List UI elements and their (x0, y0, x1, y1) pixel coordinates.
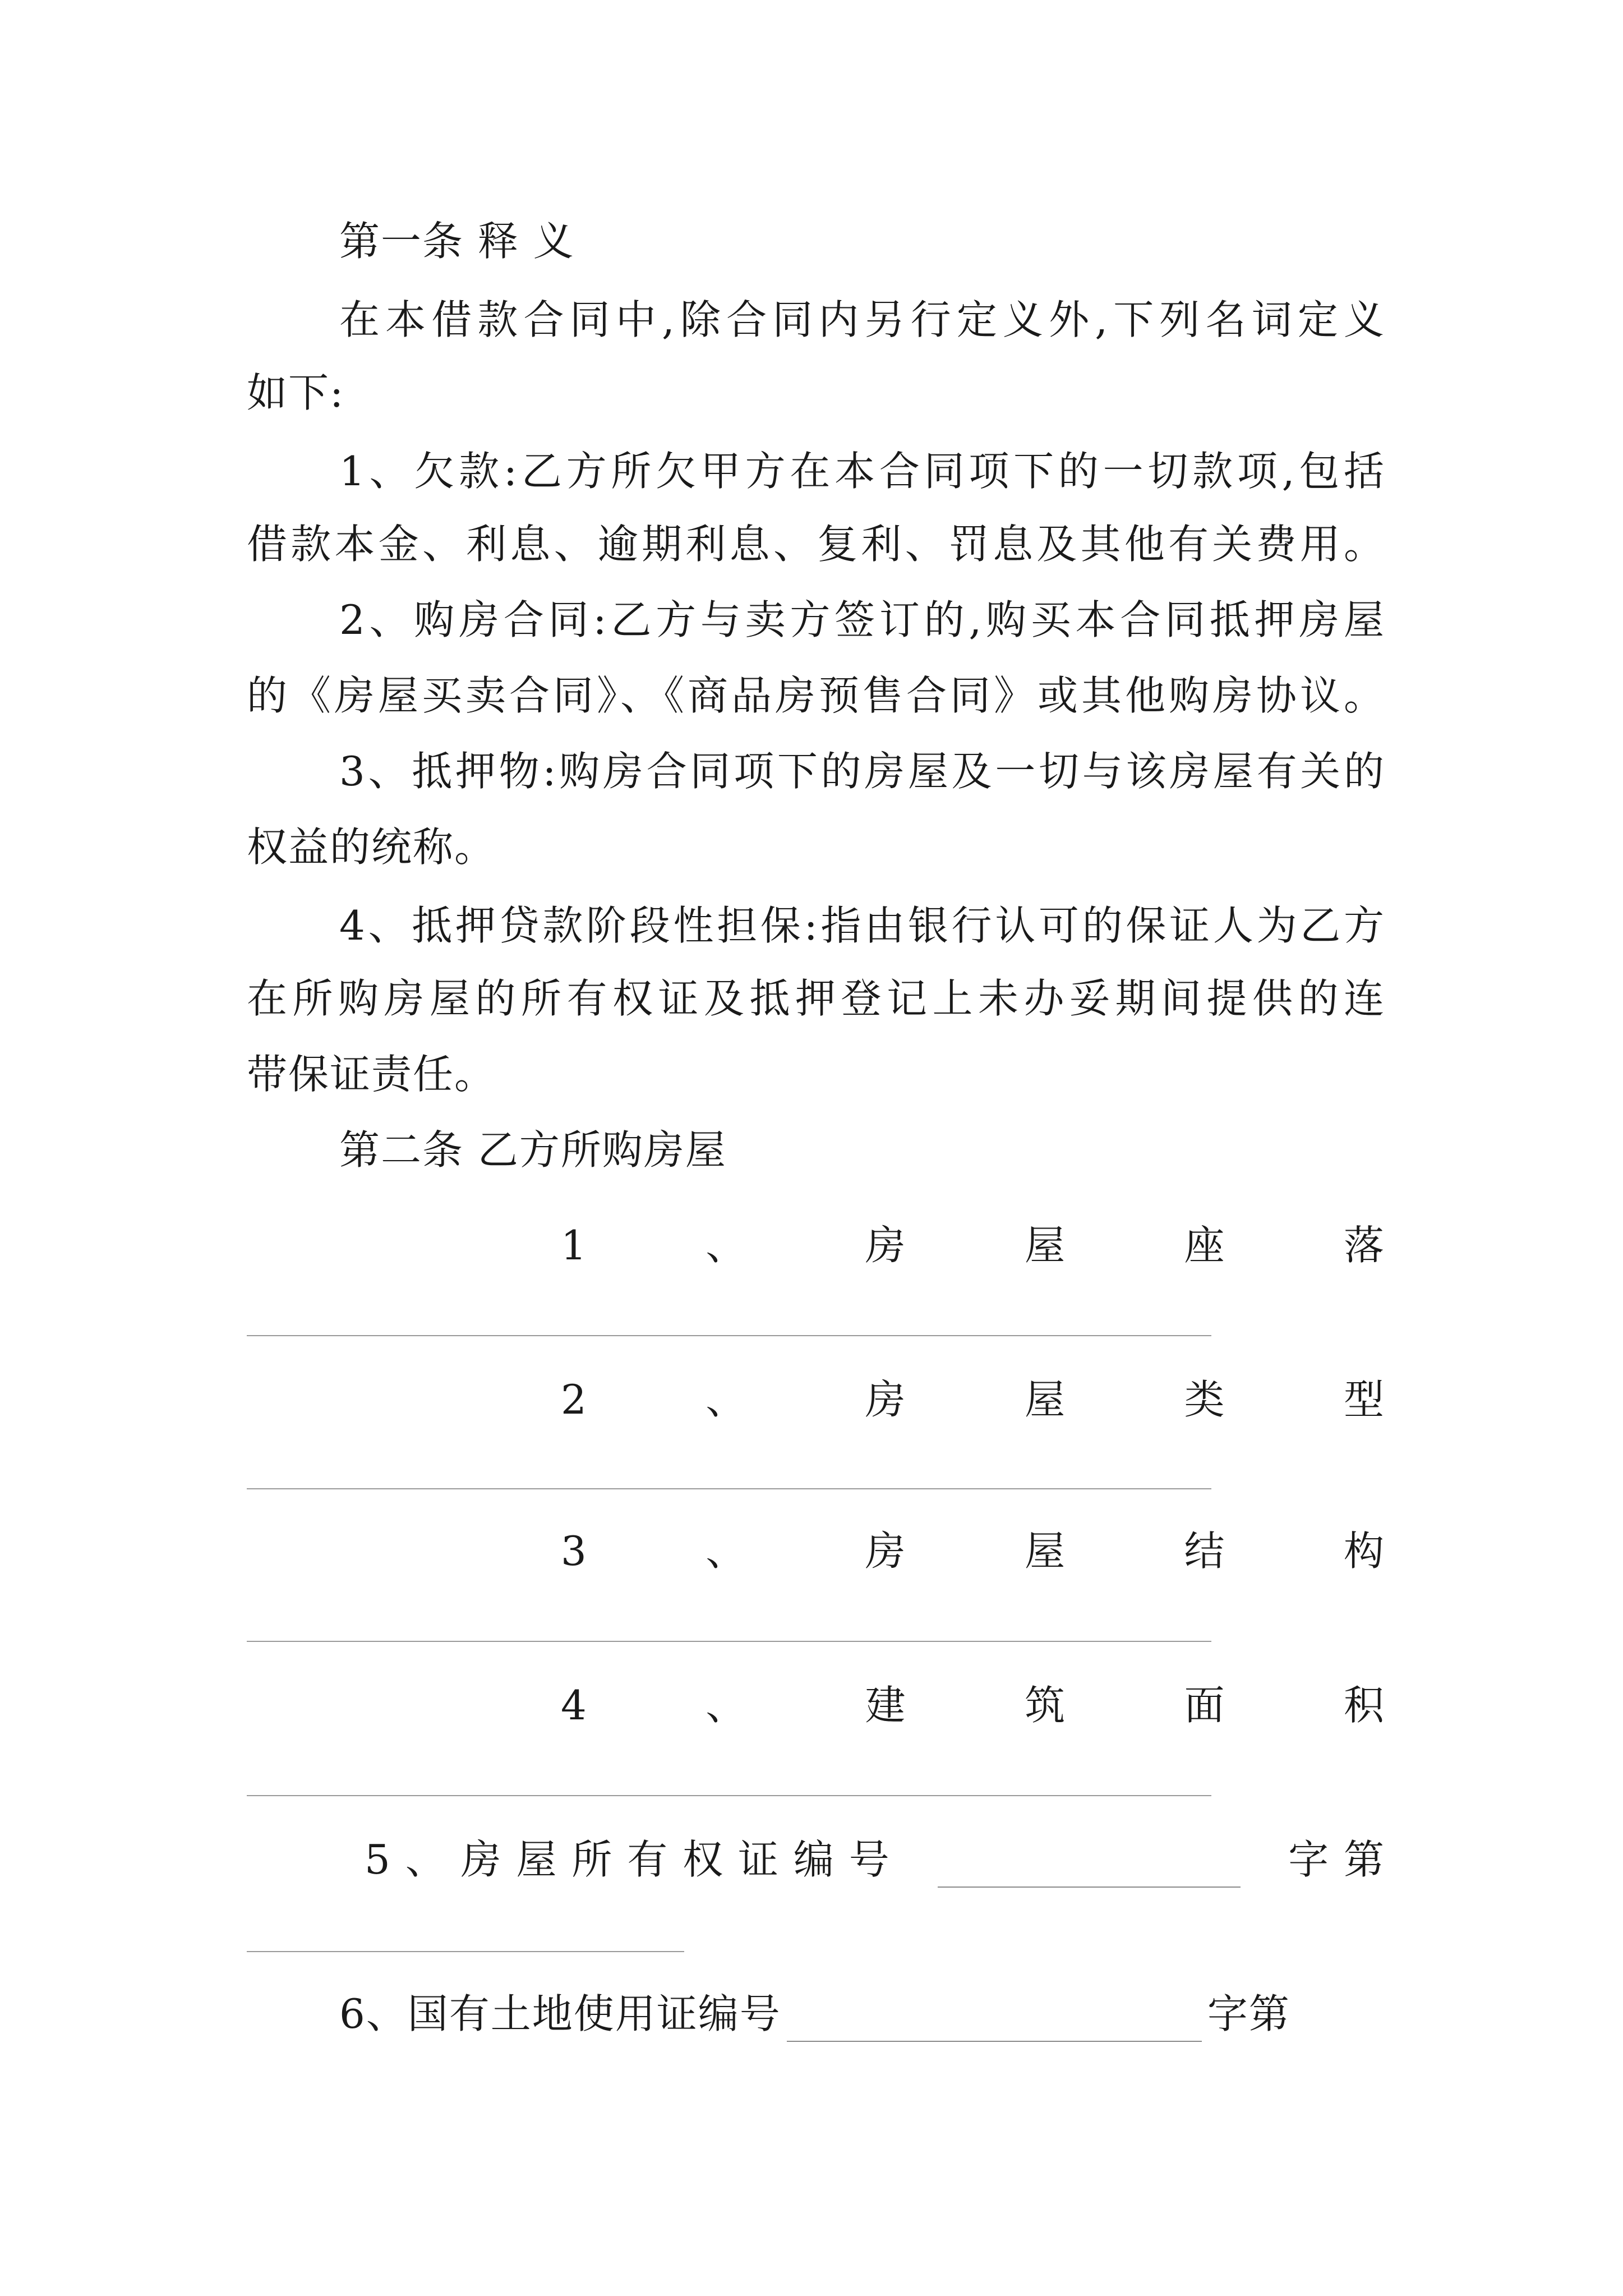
building-area-label (561, 1677, 1385, 1733)
definition-3-line1: 3、抵押物:购房合同项下的房屋及一切与该房屋有关的 (339, 748, 1385, 795)
house-type-blank[interactable] (247, 1488, 1211, 1489)
definition-1-line1: 1、欠款:乙方所欠甲方在本合同项下的一切款项,包括 (339, 448, 1385, 495)
item1-char2: 屋 (1025, 1222, 1067, 1269)
item4-sep: 、 (706, 1682, 748, 1729)
item1-number: 1 (561, 1222, 588, 1269)
house-structure-label (561, 1523, 1385, 1579)
definition-4-line2: 在所购房屋的所有权证及抵押登记上未办妥期间提供的连 (247, 975, 1385, 1022)
item4-char4: 积 (1343, 1682, 1385, 1729)
item2-char2: 屋 (1025, 1376, 1067, 1423)
item3-char1: 房 (865, 1527, 907, 1575)
item4-char3: 面 (1184, 1682, 1226, 1729)
definition-4-line3: 带保证责任。 (247, 1051, 496, 1098)
item4-char2: 筑 (1025, 1682, 1067, 1729)
house-location-label (561, 1217, 1385, 1273)
ownership-certificate-number-blank[interactable] (247, 1951, 684, 1952)
definition-2-line1: 2、购房合同:乙方与卖方签订的,购买本合同抵押房屋 (339, 596, 1385, 643)
definition-3-line2: 权益的统称。 (247, 823, 496, 871)
item3-sep: 、 (706, 1527, 748, 1575)
item3-number: 3 (561, 1527, 588, 1575)
building-area-blank[interactable] (247, 1795, 1211, 1796)
item2-char3: 类 (1184, 1376, 1226, 1423)
ownership-certificate-row (365, 1832, 1385, 1888)
item1-char4: 落 (1343, 1222, 1385, 1269)
ownership-certificate-label: 5 、 房 屋 所 有 权 证 编 号 (365, 1836, 891, 1883)
item2-sep: 、 (706, 1376, 748, 1423)
land-use-certificate-suffix: 字第 (1207, 1990, 1290, 2037)
item1-char3: 座 (1184, 1222, 1226, 1269)
article1-intro-line1: 在本借款合同中,除合同内另行定义外,下列名词定义 (339, 296, 1385, 343)
land-use-certificate-row (339, 1986, 1385, 2042)
item4-number: 4 (561, 1682, 588, 1729)
item3-char2: 屋 (1025, 1527, 1067, 1575)
ownership-certificate-suffix: 字 第 (1288, 1836, 1385, 1883)
article2-heading: 第二条 乙方所购房屋 (339, 1126, 727, 1174)
item2-char4: 型 (1343, 1376, 1385, 1423)
item1-char1: 房 (865, 1222, 907, 1269)
house-structure-blank[interactable] (247, 1641, 1211, 1642)
item3-char4: 构 (1343, 1527, 1385, 1575)
ownership-certificate-blank[interactable] (938, 1847, 1241, 1888)
item1-sep: 、 (706, 1222, 748, 1269)
land-use-certificate-blank[interactable] (787, 2001, 1202, 2042)
definition-1-line2: 借款本金、利息、逾期利息、复利、罚息及其他有关费用。 (247, 521, 1385, 568)
definition-2-line2: 的《房屋买卖合同》、《商品房预售合同》或其他购房协议。 (247, 672, 1385, 719)
item2-number: 2 (561, 1376, 588, 1423)
house-type-label (561, 1372, 1385, 1428)
definition-4-line1: 4、抵押贷款阶段性担保:指由银行认可的保证人为乙方 (339, 902, 1385, 949)
house-location-blank[interactable] (247, 1335, 1211, 1336)
item4-char1: 建 (865, 1682, 907, 1729)
item3-char3: 结 (1184, 1527, 1226, 1575)
article1-heading: 第一条 释 义 (339, 218, 575, 265)
item2-char1: 房 (865, 1376, 907, 1423)
land-use-certificate-label: 6、国有土地使用证编号 (339, 1990, 781, 2037)
article1-intro-line2: 如下: (247, 369, 345, 416)
